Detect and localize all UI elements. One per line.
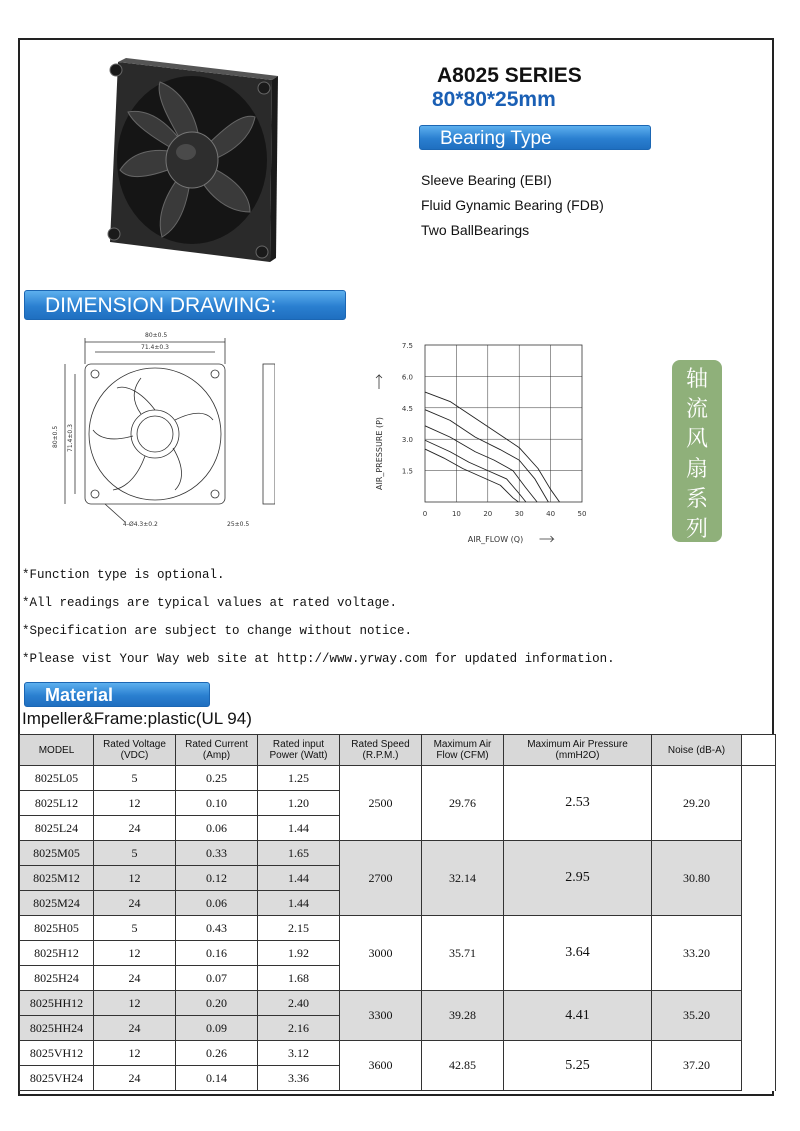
cell-voltage: 12 xyxy=(94,866,176,891)
cell-voltage: 24 xyxy=(94,816,176,841)
table-row xyxy=(20,841,776,866)
cell-current: 0.06 xyxy=(176,816,258,841)
side-char: 扇 xyxy=(685,457,708,482)
notes xyxy=(22,568,615,680)
cell-voltage: 5 xyxy=(94,766,176,791)
cell-power: 2.40 xyxy=(258,991,340,1016)
y-axis-arrow xyxy=(376,375,382,389)
bearing-item: Fluid Gynamic Bearing (FDB) xyxy=(421,197,604,213)
cell-power: 3.36 xyxy=(258,1066,340,1091)
cell-model: 8025M05 xyxy=(20,841,94,866)
cell-pressure: 2.95 xyxy=(504,841,652,916)
x-axis-arrow xyxy=(540,536,554,542)
cell-current: 0.10 xyxy=(176,791,258,816)
material-tab xyxy=(24,682,210,707)
cell-model: 8025H05 xyxy=(20,916,94,941)
x-tick-label: 50 xyxy=(577,510,587,518)
header-voltage: Rated Voltage (VDC) xyxy=(94,735,176,766)
cell-speed: 2500 xyxy=(340,766,422,841)
dimension-drawing-label: DIMENSION DRAWING: xyxy=(45,294,277,317)
cell-noise: 33.20 xyxy=(652,916,742,991)
y-axis-label: AIR_PRESSURE (P) xyxy=(375,416,384,491)
header-power: Rated input Power (Watt) xyxy=(258,735,340,766)
note-line: *All readings are typical values at rated voltage. xyxy=(22,596,398,610)
dim-width-inner: 71.4±0.3 xyxy=(141,344,169,351)
side-char: 轴 xyxy=(685,367,708,392)
y-tick-label: 7.5 xyxy=(401,342,413,350)
bearing-item: Sleeve Bearing (EBI) xyxy=(421,172,552,188)
cell-blank xyxy=(742,766,776,841)
cell-pressure: 4.41 xyxy=(504,991,652,1041)
cell-model: 8025L12 xyxy=(20,791,94,816)
pq-curve-line xyxy=(425,426,537,502)
x-tick-label: 30 xyxy=(514,510,524,518)
pq-curve-line xyxy=(425,392,560,502)
side-char: 列 xyxy=(685,517,708,542)
cell-airflow: 29.76 xyxy=(422,766,504,841)
cell-current: 0.12 xyxy=(176,866,258,891)
dim-holes: 4-Ø4.3±0.2 xyxy=(123,521,158,528)
cell-model: 8025H24 xyxy=(20,966,94,991)
bearing-list xyxy=(421,168,604,243)
note-line: *Specification are subject to change without notice. xyxy=(22,624,413,638)
cell-voltage: 24 xyxy=(94,1066,176,1091)
side-char: 系 xyxy=(685,487,708,512)
cell-blank xyxy=(742,991,776,1041)
table-body xyxy=(20,766,776,1091)
cell-power: 1.44 xyxy=(258,866,340,891)
cell-power: 1.44 xyxy=(258,816,340,841)
cell-power: 1.20 xyxy=(258,791,340,816)
note-line: *Function type is optional. xyxy=(22,568,225,582)
dimension-drawing-tab xyxy=(24,290,346,320)
cell-current: 0.06 xyxy=(176,891,258,916)
header-current: Rated Current (Amp) xyxy=(176,735,258,766)
cell-model: 8025H12 xyxy=(20,941,94,966)
cell-pressure: 2.53 xyxy=(504,766,652,841)
cell-airflow: 42.85 xyxy=(422,1041,504,1091)
cell-current: 0.26 xyxy=(176,1041,258,1066)
cell-blank xyxy=(742,1041,776,1091)
bearing-item: Two BallBearings xyxy=(421,222,530,238)
dim-height-outer: 80±0.5 xyxy=(52,425,59,448)
cell-voltage: 12 xyxy=(94,991,176,1016)
table-row xyxy=(20,766,776,791)
cell-pressure: 3.64 xyxy=(504,916,652,991)
cell-airflow: 35.71 xyxy=(422,916,504,991)
cell-current: 0.07 xyxy=(176,966,258,991)
dim-thickness: 25±0.5 xyxy=(227,521,250,528)
cell-power: 3.12 xyxy=(258,1041,340,1066)
cell-model: 8025M12 xyxy=(20,866,94,891)
side-char: 流 xyxy=(685,397,708,422)
cell-noise: 37.20 xyxy=(652,1041,742,1091)
pq-curve-line xyxy=(425,449,518,502)
table-row xyxy=(20,991,776,1016)
cell-blank xyxy=(742,916,776,991)
side-label-box xyxy=(672,360,722,542)
table-header-row xyxy=(20,735,776,766)
cell-current: 0.14 xyxy=(176,1066,258,1091)
cell-speed: 3000 xyxy=(340,916,422,991)
material-tab-label: Material xyxy=(45,685,114,705)
note-line: *Please vist Your Way web site at http://www.yrway.com for updated information. xyxy=(22,652,615,666)
cell-voltage: 24 xyxy=(94,966,176,991)
cell-model: 8025HH12 xyxy=(20,991,94,1016)
cell-model: 8025L24 xyxy=(20,816,94,841)
cell-power: 1.68 xyxy=(258,966,340,991)
y-tick-label: 1.5 xyxy=(401,467,413,476)
cell-current: 0.33 xyxy=(176,841,258,866)
dimension-drawing xyxy=(45,330,275,530)
cell-power: 1.92 xyxy=(258,941,340,966)
x-tick-label: 40 xyxy=(546,510,556,518)
cell-voltage: 12 xyxy=(94,941,176,966)
bearing-type-label: Bearing Type xyxy=(440,128,552,149)
table-row xyxy=(20,1041,776,1066)
chart-plot-area xyxy=(425,345,582,502)
cell-current: 0.43 xyxy=(176,916,258,941)
cell-airflow: 39.28 xyxy=(422,991,504,1041)
cell-power: 1.44 xyxy=(258,891,340,916)
header-pressure: Maximum Air Pressure (mmH2O) xyxy=(504,735,652,766)
bearing-type-tab xyxy=(419,125,651,150)
cell-model: 8025M24 xyxy=(20,891,94,916)
cell-current: 0.25 xyxy=(176,766,258,791)
y-tick-label: 6.0 xyxy=(401,373,413,382)
series-size: 80*80*25mm xyxy=(432,88,556,111)
cell-power: 2.16 xyxy=(258,1016,340,1041)
cell-speed: 2700 xyxy=(340,841,422,916)
spec-table xyxy=(19,734,776,1091)
cell-voltage: 12 xyxy=(94,791,176,816)
cell-voltage: 5 xyxy=(94,916,176,941)
cell-model: 8025L05 xyxy=(20,766,94,791)
cell-voltage: 12 xyxy=(94,1041,176,1066)
x-axis-label: AIR_FLOW (Q) xyxy=(467,535,524,544)
cell-model: 8025VH24 xyxy=(20,1066,94,1091)
pq-curve-line xyxy=(425,440,526,502)
cell-voltage: 5 xyxy=(94,841,176,866)
cell-voltage: 24 xyxy=(94,1016,176,1041)
cell-current: 0.20 xyxy=(176,991,258,1016)
cell-pressure: 5.25 xyxy=(504,1041,652,1091)
header-model: MODEL xyxy=(20,735,94,766)
fan-product-photo xyxy=(100,52,290,272)
cell-airflow: 32.14 xyxy=(422,841,504,916)
side-char: 风 xyxy=(685,427,708,452)
cell-current: 0.09 xyxy=(176,1016,258,1041)
y-tick-label: 4.5 xyxy=(401,404,413,413)
cell-noise: 30.80 xyxy=(652,841,742,916)
cell-noise: 29.20 xyxy=(652,766,742,841)
header-blank xyxy=(742,735,776,766)
x-tick-label: 10 xyxy=(451,510,461,518)
x-tick-label: 20 xyxy=(483,510,493,518)
cell-power: 1.65 xyxy=(258,841,340,866)
cell-model: 8025VH12 xyxy=(20,1041,94,1066)
pq-curve-line xyxy=(425,410,548,502)
table-row xyxy=(20,916,776,941)
dim-width-outer: 80±0.5 xyxy=(145,332,168,339)
cell-speed: 3600 xyxy=(340,1041,422,1091)
header-speed: Rated Speed (R.P.M.) xyxy=(340,735,422,766)
header-airflow: Maximum Air Flow (CFM) xyxy=(422,735,504,766)
x-tick-label: 0 xyxy=(422,510,428,518)
cell-voltage: 24 xyxy=(94,891,176,916)
y-tick-label: 3.0 xyxy=(401,436,413,445)
pq-curve-chart xyxy=(370,335,600,550)
dim-height-inner: 71.4±0.3 xyxy=(67,424,74,452)
series-title: A8025 SERIES xyxy=(437,64,582,87)
cell-model: 8025HH24 xyxy=(20,1016,94,1041)
cell-power: 2.15 xyxy=(258,916,340,941)
cell-noise: 35.20 xyxy=(652,991,742,1041)
cell-blank xyxy=(742,841,776,916)
cell-current: 0.16 xyxy=(176,941,258,966)
material-line: Impeller&Frame:plastic(UL 94) xyxy=(22,709,252,728)
cell-power: 1.25 xyxy=(258,766,340,791)
cell-speed: 3300 xyxy=(340,991,422,1041)
header-noise: Noise (dB-A) xyxy=(652,735,742,766)
